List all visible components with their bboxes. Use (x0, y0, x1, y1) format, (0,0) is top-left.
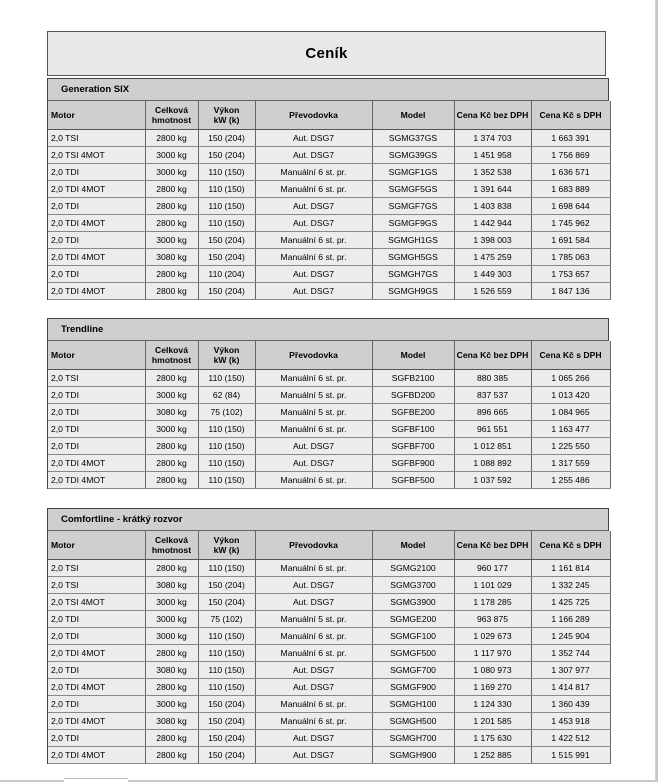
cell-price-net: 1 252 885 (454, 747, 531, 764)
cell-price-net: 880 385 (454, 370, 531, 387)
cell-motor: 2,0 TDI 4MOT (48, 679, 145, 696)
cell-price-gross: 1 745 962 (531, 215, 610, 232)
cell-price-net: 960 177 (454, 560, 531, 577)
cell-motor: 2,0 TSI 4MOT (48, 147, 145, 164)
cell-motor: 2,0 TDI (48, 438, 145, 455)
cell-motor: 2,0 TDI (48, 662, 145, 679)
cell-price-net: 1 526 559 (454, 283, 531, 300)
cell-power: 150 (204) (198, 249, 255, 266)
cell-motor: 2,0 TDI 4MOT (48, 249, 145, 266)
cell-motor: 2,0 TDI (48, 266, 145, 283)
cell-price-gross: 1 515 991 (531, 747, 610, 764)
table-row (48, 645, 610, 662)
header-power-line2: kW (k) (213, 115, 240, 125)
cell-price-net: 1 201 585 (454, 713, 531, 730)
cell-weight: 3000 kg (145, 611, 198, 628)
cell-price-net: 1 449 303 (454, 266, 531, 283)
cell-power: 75 (102) (198, 404, 255, 421)
cell-price-net: 1 175 630 (454, 730, 531, 747)
cell-price-net: 1 403 838 (454, 198, 531, 215)
cell-price-gross: 1 663 391 (531, 130, 610, 147)
cell-weight: 3000 kg (145, 594, 198, 611)
header-power-line1: Výkon (213, 535, 240, 545)
cell-gearbox: Manuální 6 st. pr. (255, 696, 372, 713)
cell-model: SGMGH5GS (372, 249, 454, 266)
header-motor: Motor (48, 531, 145, 560)
header-model: Model (372, 341, 454, 370)
table-header-row (48, 531, 610, 560)
price-table (48, 531, 611, 764)
cell-price-net: 1 178 285 (454, 594, 531, 611)
table-row (48, 747, 610, 764)
cell-model: SGMG2100 (372, 560, 454, 577)
cell-price-gross: 1 691 584 (531, 232, 610, 249)
cell-model: SGMGF700 (372, 662, 454, 679)
header-price-net: Cena Kč bez DPH (454, 531, 531, 560)
header-price-net: Cena Kč bez DPH (454, 341, 531, 370)
cell-model: SGFBF100 (372, 421, 454, 438)
header-weight-line2: hmotnost (151, 355, 192, 365)
table-row (48, 249, 610, 266)
header-price-net: Cena Kč bez DPH (454, 101, 531, 130)
cell-weight: 2800 kg (145, 130, 198, 147)
cell-model: SGMGF7GS (372, 198, 454, 215)
cell-gearbox: Manuální 5 st. pr. (255, 387, 372, 404)
table-row (48, 628, 610, 645)
table-row (48, 662, 610, 679)
cell-model: SGFBF700 (372, 438, 454, 455)
cell-power: 150 (204) (198, 594, 255, 611)
cell-price-gross: 1 414 817 (531, 679, 610, 696)
table-row (48, 283, 610, 300)
cell-motor: 2,0 TDI 4MOT (48, 645, 145, 662)
header-power-line2: kW (k) (213, 545, 240, 555)
cell-motor: 2,0 TSI (48, 370, 145, 387)
table-row (48, 472, 610, 489)
table-row (48, 438, 610, 455)
cell-model: SGMGF100 (372, 628, 454, 645)
cell-model: SGMG3700 (372, 577, 454, 594)
cell-motor: 2,0 TDI (48, 611, 145, 628)
cell-price-gross: 1 756 869 (531, 147, 610, 164)
cell-motor: 2,0 TDI (48, 628, 145, 645)
cell-gearbox: Aut. DSG7 (255, 130, 372, 147)
cell-gearbox: Aut. DSG7 (255, 594, 372, 611)
cell-price-net: 1 475 259 (454, 249, 531, 266)
cell-gearbox: Manuální 5 st. pr. (255, 611, 372, 628)
cell-model: SGMG39GS (372, 147, 454, 164)
header-power-line1: Výkon (213, 105, 240, 115)
cell-gearbox: Manuální 6 st. pr. (255, 164, 372, 181)
cell-power: 110 (150) (198, 181, 255, 198)
cell-power: 150 (204) (198, 747, 255, 764)
table-row (48, 215, 610, 232)
section-trendline (47, 318, 609, 489)
header-weight (145, 341, 198, 370)
section-title: Trendline (48, 319, 609, 341)
cell-price-net: 1 037 592 (454, 472, 531, 489)
table-row (48, 611, 610, 628)
cell-weight: 2800 kg (145, 370, 198, 387)
cell-price-gross: 1 163 477 (531, 421, 610, 438)
cell-power: 110 (150) (198, 215, 255, 232)
page-title: Ceník (47, 31, 606, 76)
header-weight-line1: Celková (155, 105, 188, 115)
header-price-gross: Cena Kč s DPH (531, 101, 610, 130)
table-row (48, 594, 610, 611)
cell-motor: 2,0 TDI 4MOT (48, 713, 145, 730)
price-table (48, 341, 611, 489)
cell-weight: 2800 kg (145, 679, 198, 696)
cell-weight: 2800 kg (145, 181, 198, 198)
cell-gearbox: Aut. DSG7 (255, 662, 372, 679)
header-power (198, 101, 255, 130)
table-row (48, 560, 610, 577)
cell-price-gross: 1 698 644 (531, 198, 610, 215)
header-weight-line2: hmotnost (151, 545, 192, 555)
cell-price-net: 961 551 (454, 421, 531, 438)
cell-model: SGFBE200 (372, 404, 454, 421)
cell-model: SGMG3900 (372, 594, 454, 611)
cell-motor: 2,0 TDI 4MOT (48, 747, 145, 764)
cell-model: SGMGH7GS (372, 266, 454, 283)
cell-price-gross: 1 453 918 (531, 713, 610, 730)
page-tab (64, 778, 128, 782)
cell-price-gross: 1 636 571 (531, 164, 610, 181)
cell-power: 110 (150) (198, 198, 255, 215)
cell-price-gross: 1 425 725 (531, 594, 610, 611)
cell-power: 110 (150) (198, 421, 255, 438)
cell-gearbox: Aut. DSG7 (255, 747, 372, 764)
cell-model: SGMGF1GS (372, 164, 454, 181)
cell-price-net: 1 442 944 (454, 215, 531, 232)
table-row (48, 679, 610, 696)
cell-power: 110 (150) (198, 560, 255, 577)
table-row (48, 404, 610, 421)
cell-power: 110 (150) (198, 679, 255, 696)
cell-power: 110 (150) (198, 645, 255, 662)
cell-price-net: 1 124 330 (454, 696, 531, 713)
cell-price-gross: 1 255 486 (531, 472, 610, 489)
cell-weight: 3080 kg (145, 404, 198, 421)
cell-gearbox: Manuální 6 st. pr. (255, 713, 372, 730)
cell-power: 150 (204) (198, 283, 255, 300)
table-row (48, 370, 610, 387)
header-price-gross: Cena Kč s DPH (531, 531, 610, 560)
cell-power: 150 (204) (198, 577, 255, 594)
cell-gearbox: Manuální 5 st. pr. (255, 404, 372, 421)
cell-power: 150 (204) (198, 147, 255, 164)
cell-motor: 2,0 TDI 4MOT (48, 455, 145, 472)
section-comfortline (47, 508, 609, 764)
cell-price-net: 1 012 851 (454, 438, 531, 455)
cell-price-net: 1 391 644 (454, 181, 531, 198)
cell-model: SGMGH100 (372, 696, 454, 713)
table-row (48, 713, 610, 730)
header-power (198, 341, 255, 370)
cell-model: SGFBD200 (372, 387, 454, 404)
table-row (48, 164, 610, 181)
cell-price-net: 1 029 673 (454, 628, 531, 645)
cell-model: SGMGF900 (372, 679, 454, 696)
cell-weight: 2800 kg (145, 266, 198, 283)
cell-motor: 2,0 TSI (48, 577, 145, 594)
cell-motor: 2,0 TDI 4MOT (48, 283, 145, 300)
table-row (48, 730, 610, 747)
cell-price-net: 837 537 (454, 387, 531, 404)
header-model: Model (372, 531, 454, 560)
cell-model: SGMGF5GS (372, 181, 454, 198)
cell-price-gross: 1 225 550 (531, 438, 610, 455)
cell-price-net: 1 101 029 (454, 577, 531, 594)
cell-model: SGMGF9GS (372, 215, 454, 232)
cell-price-gross: 1 084 965 (531, 404, 610, 421)
cell-power: 62 (84) (198, 387, 255, 404)
cell-gearbox: Manuální 6 st. pr. (255, 628, 372, 645)
cell-motor: 2,0 TDI (48, 404, 145, 421)
cell-power: 75 (102) (198, 611, 255, 628)
cell-power: 150 (204) (198, 232, 255, 249)
cell-gearbox: Aut. DSG7 (255, 215, 372, 232)
table-row (48, 455, 610, 472)
cell-motor: 2,0 TDI (48, 164, 145, 181)
table-row (48, 198, 610, 215)
cell-motor: 2,0 TDI 4MOT (48, 215, 145, 232)
cell-model: SGFBF900 (372, 455, 454, 472)
cell-weight: 3000 kg (145, 164, 198, 181)
cell-motor: 2,0 TDI (48, 387, 145, 404)
cell-price-net: 1 374 703 (454, 130, 531, 147)
cell-price-net: 1 352 538 (454, 164, 531, 181)
table-header-row (48, 101, 610, 130)
table-row (48, 181, 610, 198)
cell-price-gross: 1 683 889 (531, 181, 610, 198)
table-row (48, 232, 610, 249)
cell-motor: 2,0 TDI 4MOT (48, 181, 145, 198)
cell-gearbox: Aut. DSG7 (255, 283, 372, 300)
cell-weight: 3000 kg (145, 232, 198, 249)
cell-weight: 2800 kg (145, 747, 198, 764)
cell-price-gross: 1 166 289 (531, 611, 610, 628)
cell-motor: 2,0 TDI (48, 421, 145, 438)
cell-model: SGMGF500 (372, 645, 454, 662)
header-gearbox: Převodovka (255, 531, 372, 560)
cell-model: SGMGH1GS (372, 232, 454, 249)
cell-motor: 2,0 TSI (48, 560, 145, 577)
header-motor: Motor (48, 101, 145, 130)
table-row (48, 147, 610, 164)
cell-power: 110 (150) (198, 438, 255, 455)
cell-weight: 3080 kg (145, 577, 198, 594)
header-weight-line2: hmotnost (151, 115, 192, 125)
table-row (48, 130, 610, 147)
header-model: Model (372, 101, 454, 130)
table-row (48, 421, 610, 438)
cell-power: 110 (150) (198, 164, 255, 181)
cell-gearbox: Manuální 6 st. pr. (255, 472, 372, 489)
cell-power: 110 (150) (198, 370, 255, 387)
table-row (48, 387, 610, 404)
header-power (198, 531, 255, 560)
cell-weight: 2800 kg (145, 455, 198, 472)
cell-power: 150 (204) (198, 696, 255, 713)
cell-power: 110 (150) (198, 628, 255, 645)
cell-motor: 2,0 TDI 4MOT (48, 472, 145, 489)
table-row (48, 266, 610, 283)
cell-gearbox: Aut. DSG7 (255, 577, 372, 594)
cell-gearbox: Manuální 6 st. pr. (255, 645, 372, 662)
cell-price-net: 1 451 958 (454, 147, 531, 164)
cell-price-gross: 1 847 136 (531, 283, 610, 300)
cell-gearbox: Manuální 6 st. pr. (255, 232, 372, 249)
cell-gearbox: Manuální 6 st. pr. (255, 560, 372, 577)
cell-model: SGMGH900 (372, 747, 454, 764)
cell-gearbox: Manuální 6 st. pr. (255, 421, 372, 438)
cell-price-gross: 1 307 977 (531, 662, 610, 679)
cell-price-net: 1 080 973 (454, 662, 531, 679)
cell-gearbox: Aut. DSG7 (255, 266, 372, 283)
cell-price-net: 963 875 (454, 611, 531, 628)
cell-motor: 2,0 TSI (48, 130, 145, 147)
cell-weight: 3000 kg (145, 421, 198, 438)
cell-power: 150 (204) (198, 730, 255, 747)
cell-power: 150 (204) (198, 130, 255, 147)
cell-weight: 3000 kg (145, 147, 198, 164)
header-weight (145, 531, 198, 560)
cell-gearbox: Aut. DSG7 (255, 438, 372, 455)
cell-power: 110 (150) (198, 455, 255, 472)
cell-motor: 2,0 TSI 4MOT (48, 594, 145, 611)
cell-price-gross: 1 013 420 (531, 387, 610, 404)
cell-weight: 2800 kg (145, 560, 198, 577)
cell-power: 110 (150) (198, 472, 255, 489)
table-row (48, 696, 610, 713)
section-generation-six (47, 78, 609, 300)
cell-weight: 3080 kg (145, 662, 198, 679)
cell-price-net: 1 088 892 (454, 455, 531, 472)
cell-weight: 2800 kg (145, 198, 198, 215)
cell-gearbox: Manuální 6 st. pr. (255, 249, 372, 266)
cell-price-gross: 1 352 744 (531, 645, 610, 662)
cell-weight: 2800 kg (145, 283, 198, 300)
cell-motor: 2,0 TDI (48, 198, 145, 215)
section-title: Comfortline - krátký rozvor (48, 509, 609, 531)
cell-weight: 2800 kg (145, 438, 198, 455)
cell-price-net: 1 398 003 (454, 232, 531, 249)
cell-motor: 2,0 TDI (48, 730, 145, 747)
cell-price-net: 896 665 (454, 404, 531, 421)
cell-price-gross: 1 785 063 (531, 249, 610, 266)
table-row (48, 577, 610, 594)
header-motor: Motor (48, 341, 145, 370)
header-weight-line1: Celková (155, 535, 188, 545)
cell-price-gross: 1 332 245 (531, 577, 610, 594)
header-gearbox: Převodovka (255, 341, 372, 370)
cell-weight: 2800 kg (145, 215, 198, 232)
cell-weight: 2800 kg (145, 730, 198, 747)
cell-price-gross: 1 065 266 (531, 370, 610, 387)
cell-weight: 3000 kg (145, 628, 198, 645)
header-weight (145, 101, 198, 130)
header-power-line1: Výkon (213, 345, 240, 355)
cell-model: SGMGH500 (372, 713, 454, 730)
cell-price-net: 1 169 270 (454, 679, 531, 696)
cell-price-gross: 1 245 904 (531, 628, 610, 645)
cell-gearbox: Aut. DSG7 (255, 147, 372, 164)
header-power-line2: kW (k) (213, 355, 240, 365)
cell-model: SGMGE200 (372, 611, 454, 628)
header-price-gross: Cena Kč s DPH (531, 341, 610, 370)
cell-motor: 2,0 TDI (48, 232, 145, 249)
cell-gearbox: Aut. DSG7 (255, 455, 372, 472)
cell-model: SGMGH9GS (372, 283, 454, 300)
cell-weight: 3000 kg (145, 696, 198, 713)
cell-price-gross: 1 317 559 (531, 455, 610, 472)
cell-power: 150 (204) (198, 713, 255, 730)
cell-weight: 3080 kg (145, 249, 198, 266)
cell-model: SGMG37GS (372, 130, 454, 147)
cell-weight: 2800 kg (145, 472, 198, 489)
cell-gearbox: Aut. DSG7 (255, 679, 372, 696)
cell-model: SGMGH700 (372, 730, 454, 747)
cell-weight: 3080 kg (145, 713, 198, 730)
table-header-row (48, 341, 610, 370)
cell-price-gross: 1 422 512 (531, 730, 610, 747)
cell-gearbox: Manuální 6 st. pr. (255, 181, 372, 198)
cell-power: 110 (150) (198, 662, 255, 679)
header-weight-line1: Celková (155, 345, 188, 355)
cell-weight: 2800 kg (145, 645, 198, 662)
cell-price-gross: 1 161 814 (531, 560, 610, 577)
cell-price-gross: 1 753 657 (531, 266, 610, 283)
cell-gearbox: Aut. DSG7 (255, 730, 372, 747)
cell-model: SGFBF500 (372, 472, 454, 489)
cell-gearbox: Aut. DSG7 (255, 198, 372, 215)
header-gearbox: Převodovka (255, 101, 372, 130)
cell-motor: 2,0 TDI (48, 696, 145, 713)
cell-model: SGFB2100 (372, 370, 454, 387)
cell-price-gross: 1 360 439 (531, 696, 610, 713)
cell-weight: 3000 kg (145, 387, 198, 404)
cell-power: 110 (204) (198, 266, 255, 283)
price-table (48, 101, 611, 300)
cell-price-net: 1 117 970 (454, 645, 531, 662)
section-title: Generation SIX (48, 79, 609, 101)
cell-gearbox: Manuální 6 st. pr. (255, 370, 372, 387)
